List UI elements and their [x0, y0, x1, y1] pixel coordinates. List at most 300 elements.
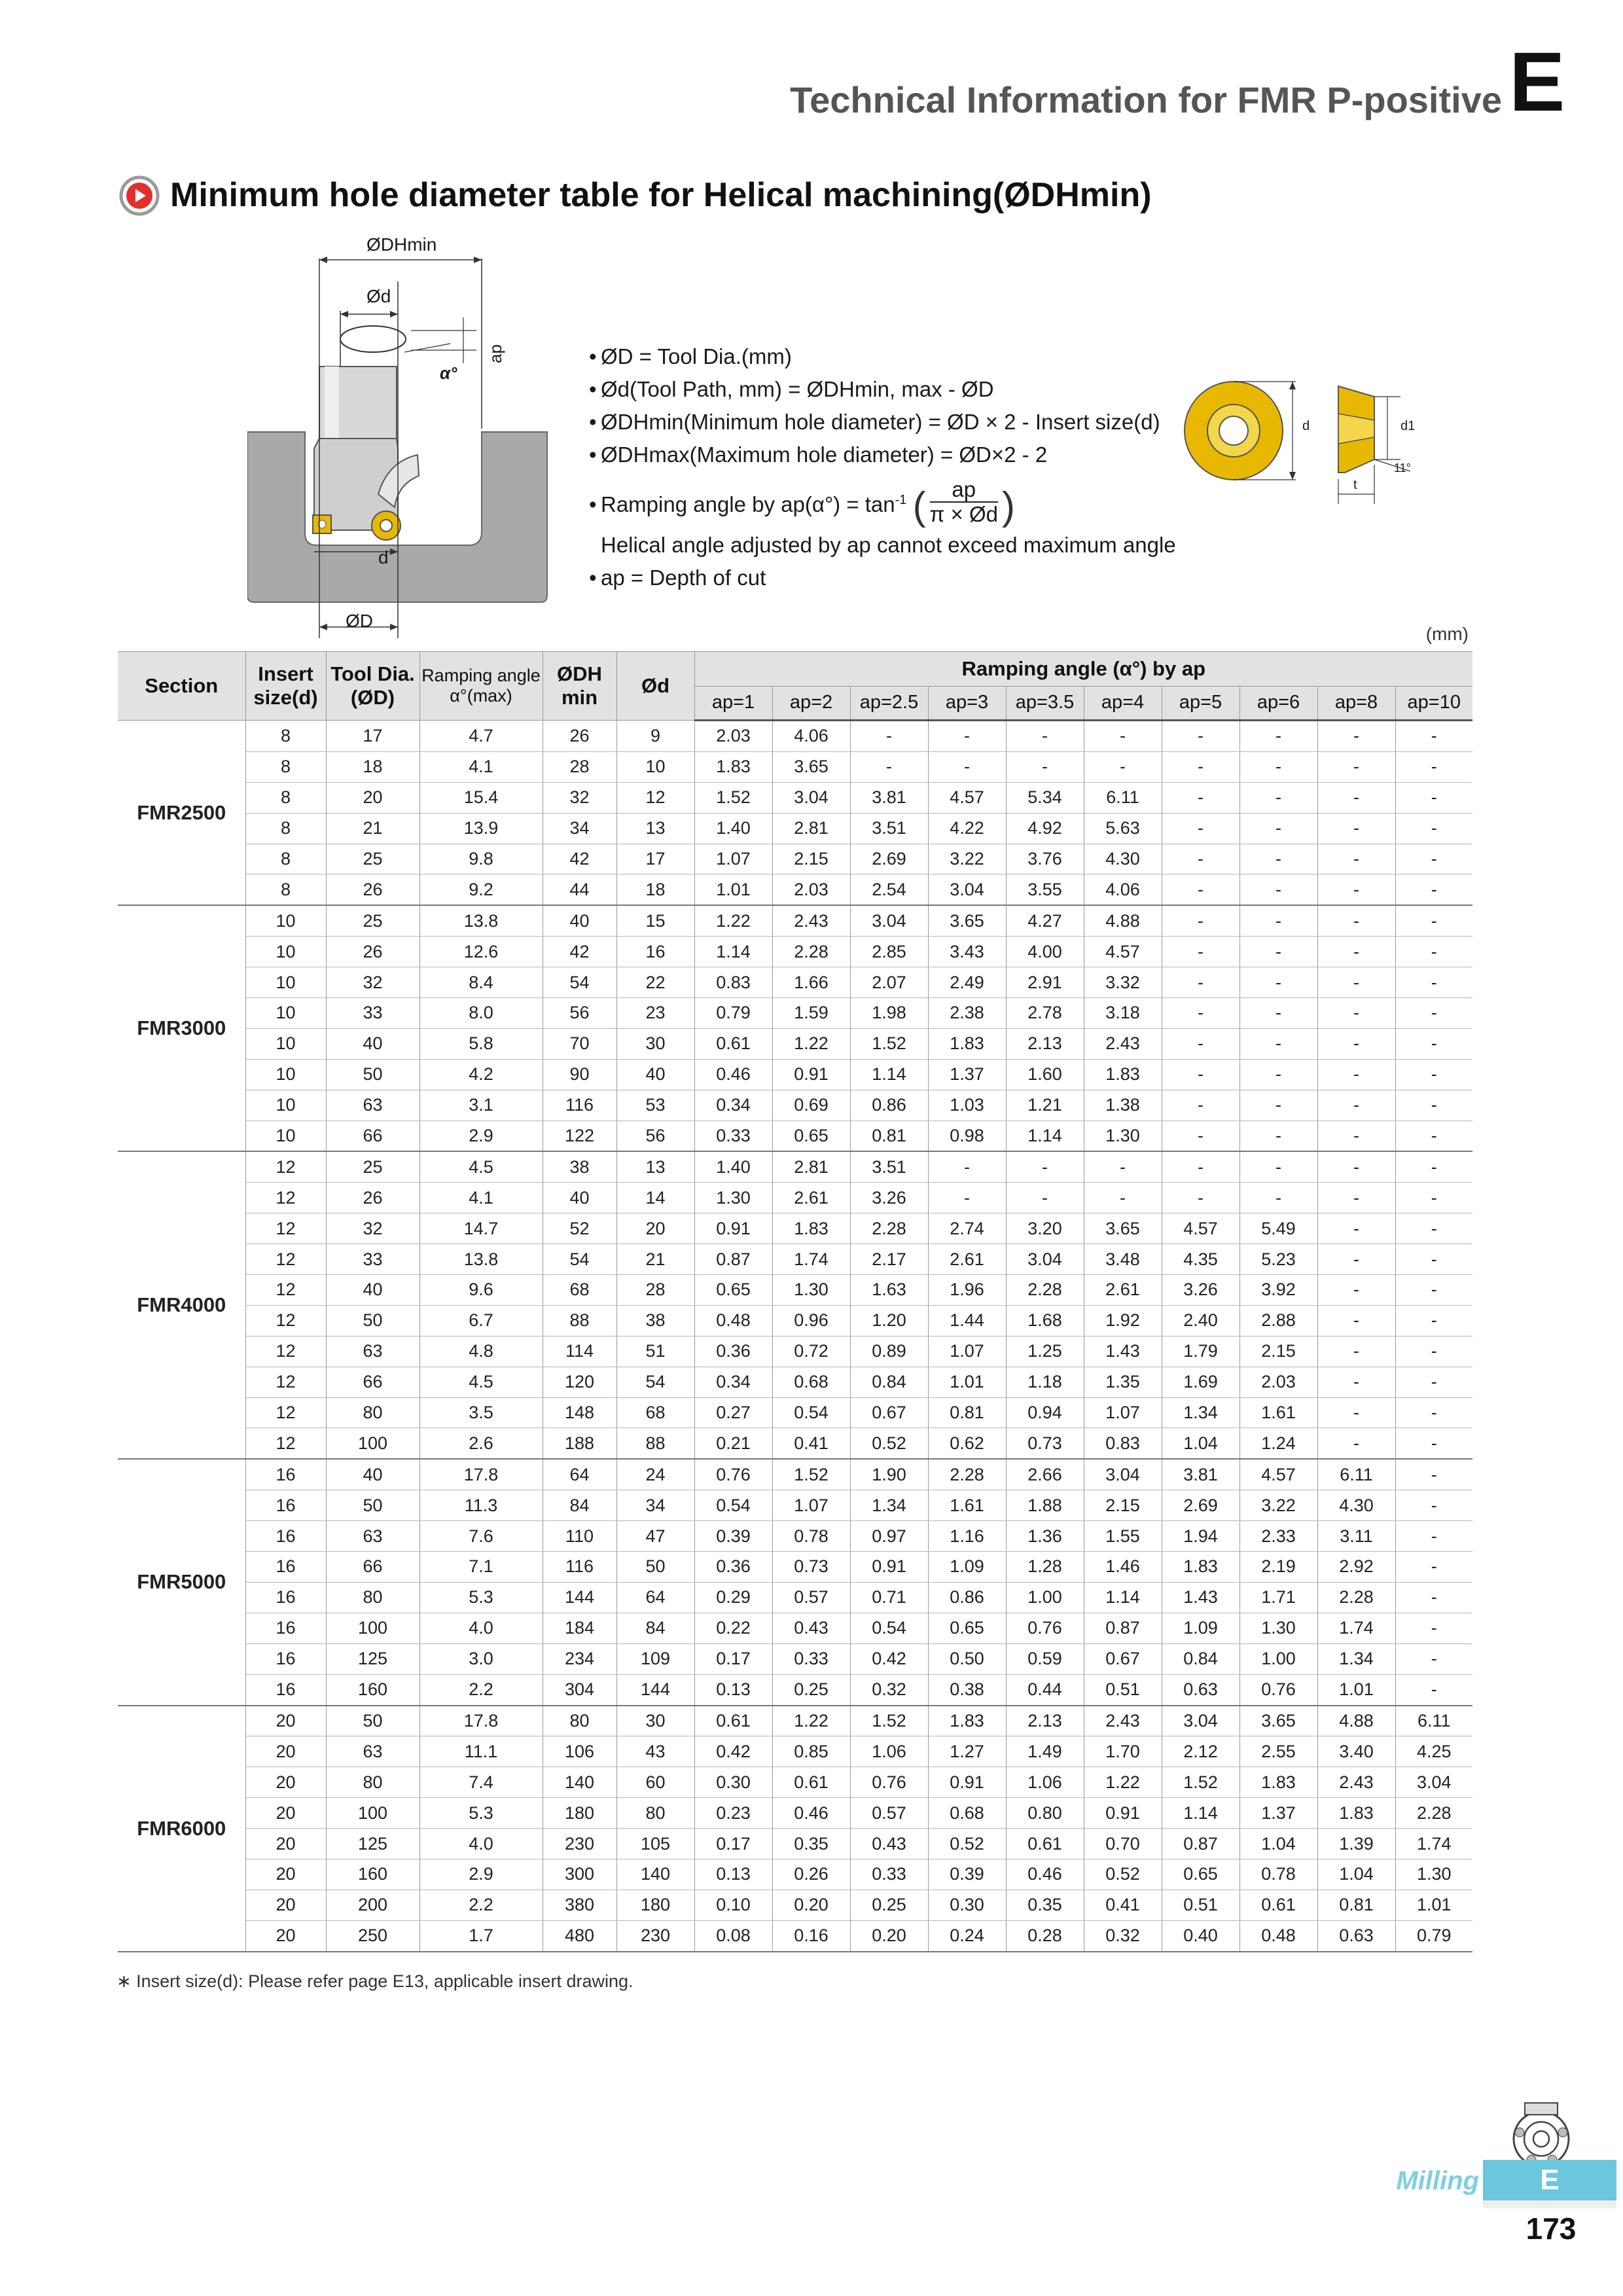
table-cell: 63: [326, 1521, 419, 1552]
table-row: [118, 1767, 1472, 1798]
table-cell: -: [1084, 1151, 1162, 1182]
table-row: [118, 1706, 1472, 1736]
table-cell: 2.9: [419, 1121, 543, 1151]
table-cell: -: [1240, 998, 1317, 1029]
table-row: [118, 1890, 1472, 1920]
table-cell: 1.83: [694, 751, 772, 782]
table-cell: 1.39: [1317, 1829, 1395, 1859]
formula-text: ap = Depth of cut: [601, 565, 766, 590]
table-cell: 17.8: [419, 1459, 543, 1490]
table-cell: 1.07: [694, 844, 772, 874]
table-cell: 0.17: [694, 1643, 772, 1674]
table-cell: 0.68: [928, 1798, 1006, 1829]
table-cell: 1.63: [850, 1275, 928, 1306]
table-cell: 0.76: [694, 1459, 772, 1490]
section-cell: FMR6000: [118, 1706, 245, 1952]
table-cell: 80: [543, 1706, 616, 1736]
header-ap-5: ap=3.5: [1006, 687, 1084, 721]
table-cell: 1.14: [1084, 1582, 1162, 1613]
table-cell: -: [1317, 1151, 1395, 1182]
table-row: [118, 874, 1472, 905]
formula-item-ramping: [589, 471, 1176, 529]
header-ap-4: ap=3: [928, 687, 1006, 721]
table-cell: 20: [245, 1859, 326, 1890]
table-cell: 2.61: [1084, 1275, 1162, 1306]
table-cell: 4.1: [419, 751, 543, 782]
table-cell: 17.8: [419, 1706, 543, 1736]
table-cell: -: [1395, 1059, 1472, 1090]
table-cell: 1.94: [1162, 1521, 1240, 1552]
table-cell: 1.34: [1317, 1643, 1395, 1674]
table-cell: -: [1240, 1059, 1317, 1090]
table-cell: 109: [616, 1643, 694, 1674]
table-row: [118, 1397, 1472, 1428]
table-row: [118, 1305, 1472, 1336]
table-cell: -: [928, 751, 1006, 782]
table-cell: 88: [543, 1305, 616, 1336]
table-cell: 144: [543, 1582, 616, 1613]
formula-text: Ød(Tool Path, mm) = ØDHmin, max - ØD: [601, 377, 994, 401]
table-cell: 12: [245, 1183, 326, 1213]
table-cell: 1.90: [850, 1459, 928, 1490]
table-cell: 2.07: [850, 967, 928, 998]
table-cell: -: [1162, 782, 1240, 813]
table-cell: 38: [616, 1305, 694, 1336]
table-cell: 0.61: [772, 1767, 850, 1798]
table-cell: 6.7: [419, 1305, 543, 1336]
table-cell: 3.20: [1006, 1213, 1084, 1244]
table-cell: -: [1240, 905, 1317, 936]
table-row: [118, 1213, 1472, 1244]
table-cell: 1.14: [850, 1059, 928, 1090]
footnote: ∗ Insert size(d): Please refer page E13, applicable insert drawing.: [116, 1971, 633, 1991]
footer-divider: [1483, 2200, 1616, 2208]
table-cell: 26: [326, 874, 419, 905]
table-cell: 1.00: [1006, 1582, 1084, 1613]
table-cell: 0.83: [694, 967, 772, 998]
table-cell: 0.91: [772, 1059, 850, 1090]
table-cell: 0.65: [928, 1613, 1006, 1643]
table-cell: 3.92: [1240, 1275, 1317, 1306]
table-cell: 80: [616, 1798, 694, 1829]
table-cell: 4.8: [419, 1336, 543, 1367]
table-cell: 1.98: [850, 998, 928, 1029]
table-cell: 1.07: [1084, 1397, 1162, 1428]
table-cell: 0.20: [850, 1920, 928, 1951]
table-cell: 12: [245, 1305, 326, 1336]
table-cell: 0.86: [928, 1582, 1006, 1613]
table-cell: -: [1317, 1213, 1395, 1244]
table-cell: 1.49: [1006, 1736, 1084, 1767]
insert-drawing: [1175, 373, 1450, 504]
table-cell: 23: [616, 998, 694, 1029]
table-cell: 0.26: [772, 1859, 850, 1890]
table-cell: -: [1240, 782, 1317, 813]
table-cell: 100: [326, 1798, 419, 1829]
table-cell: 2.81: [772, 1151, 850, 1182]
table-cell: 105: [616, 1829, 694, 1859]
bullet: •: [589, 565, 597, 590]
table-cell: 66: [326, 1367, 419, 1397]
table-cell: 3.65: [772, 751, 850, 782]
paren-close: ): [1001, 484, 1015, 528]
table-cell: 0.67: [1084, 1643, 1162, 1674]
table-cell: 70: [543, 1028, 616, 1059]
table-cell: 26: [326, 937, 419, 967]
table-cell: 33: [326, 998, 419, 1029]
table-cell: 1.14: [694, 937, 772, 967]
fraction-numerator: ap: [930, 478, 998, 503]
table-cell: 3.1: [419, 1090, 543, 1121]
table-cell: 180: [616, 1890, 694, 1920]
table-cell: 16: [245, 1490, 326, 1521]
formula-text: Ramping angle by ap(α°) = tan: [601, 492, 895, 516]
table-cell: 0.21: [694, 1428, 772, 1459]
table-row: [118, 1490, 1472, 1521]
table-cell: 0.30: [928, 1890, 1006, 1920]
table-cell: -: [1240, 1028, 1317, 1059]
table-cell: 1.55: [1084, 1521, 1162, 1552]
table-cell: 160: [326, 1674, 419, 1705]
header-insert-size: Insert size(d): [245, 652, 326, 721]
table-cell: 1.28: [1006, 1552, 1084, 1583]
table-cell: 0.68: [772, 1367, 850, 1397]
table-cell: 0.43: [772, 1613, 850, 1643]
table-cell: 2.28: [1317, 1582, 1395, 1613]
footer-section-tab[interactable]: E: [1483, 2160, 1616, 2200]
table-cell: 2.15: [1084, 1490, 1162, 1521]
table-row: [118, 1244, 1472, 1275]
table-cell: 1.37: [928, 1059, 1006, 1090]
table-cell: 100: [326, 1428, 419, 1459]
table-row: [118, 1121, 1472, 1151]
table-cell: 1.27: [928, 1736, 1006, 1767]
table-cell: 8.0: [419, 998, 543, 1029]
table-cell: -: [1395, 1552, 1472, 1583]
table-cell: 120: [543, 1367, 616, 1397]
table-cell: 8: [245, 782, 326, 813]
table-cell: 0.59: [1006, 1643, 1084, 1674]
table-cell: 3.81: [850, 782, 928, 813]
table-cell: 1.66: [772, 967, 850, 998]
table-row: [118, 721, 1472, 752]
table-cell: 56: [616, 1121, 694, 1151]
table-cell: 4.0: [419, 1829, 543, 1859]
table-cell: 3.32: [1084, 967, 1162, 998]
table-cell: -: [1395, 1397, 1472, 1428]
table-cell: -: [1162, 1183, 1240, 1213]
table-cell: 110: [543, 1521, 616, 1552]
bullet: •: [589, 492, 597, 516]
table-cell: 10: [245, 998, 326, 1029]
table-cell: 4.27: [1006, 905, 1084, 936]
table-cell: 16: [245, 1643, 326, 1674]
header-ap-6: ap=4: [1084, 687, 1162, 721]
table-cell: 0.28: [1006, 1920, 1084, 1951]
table-cell: 21: [326, 813, 419, 844]
table-cell: -: [1162, 937, 1240, 967]
table-cell: -: [1084, 721, 1162, 752]
table-cell: 4.92: [1006, 813, 1084, 844]
table-cell: -: [1395, 1582, 1472, 1613]
table-cell: 1.03: [928, 1090, 1006, 1121]
table-cell: 0.43: [850, 1829, 928, 1859]
table-cell: 13: [616, 1151, 694, 1182]
table-cell: 12: [245, 1151, 326, 1182]
table-cell: 0.87: [1084, 1613, 1162, 1643]
bullet: •: [589, 442, 597, 467]
table-cell: 0.23: [694, 1798, 772, 1829]
table-cell: 22: [616, 967, 694, 998]
formula-item: [589, 562, 1176, 594]
table-row: [118, 751, 1472, 782]
table-cell: -: [1395, 1428, 1472, 1459]
table-cell: 4.06: [1084, 874, 1162, 905]
table-cell: 47: [616, 1521, 694, 1552]
table-cell: -: [1006, 751, 1084, 782]
table-cell: 1.25: [1006, 1336, 1084, 1367]
header-ramping-by-ap: Ramping angle (α°) by ap: [694, 652, 1472, 687]
table-cell: 0.38: [928, 1674, 1006, 1705]
table-cell: 0.76: [1240, 1674, 1317, 1705]
table-cell: -: [1162, 1090, 1240, 1121]
table-cell: 17: [616, 844, 694, 874]
table-cell: 34: [543, 813, 616, 844]
table-cell: 8.4: [419, 967, 543, 998]
table-cell: 30: [616, 1028, 694, 1059]
table-cell: 0.54: [850, 1613, 928, 1643]
table-cell: 1.01: [694, 874, 772, 905]
table-cell: 0.65: [694, 1275, 772, 1306]
table-cell: 2.38: [928, 998, 1006, 1029]
table-cell: 0.63: [1317, 1920, 1395, 1951]
table-row: [118, 1090, 1472, 1121]
table-row: [118, 1920, 1472, 1951]
table-cell: 160: [326, 1859, 419, 1890]
table-cell: 43: [616, 1736, 694, 1767]
table-cell: 114: [543, 1336, 616, 1367]
table-cell: -: [1162, 1059, 1240, 1090]
table-cell: 1.52: [850, 1706, 928, 1736]
diagram-label-od: Ød: [366, 286, 391, 306]
table-cell: 0.33: [772, 1643, 850, 1674]
table-cell: 6.11: [1317, 1459, 1395, 1490]
table-cell: 1.74: [772, 1244, 850, 1275]
header-ap-2: ap=2: [772, 687, 850, 721]
formula-item: [589, 373, 1176, 406]
table-cell: 300: [543, 1859, 616, 1890]
table-cell: 0.44: [1006, 1674, 1084, 1705]
table-cell: 1.24: [1240, 1428, 1317, 1459]
table-cell: 0.17: [694, 1829, 772, 1859]
table-cell: -: [1317, 874, 1395, 905]
table-cell: -: [1395, 1459, 1472, 1490]
table-cell: 0.61: [1006, 1829, 1084, 1859]
table-cell: 1.83: [928, 1028, 1006, 1059]
table-row: [118, 998, 1472, 1029]
table-cell: 8: [245, 751, 326, 782]
table-cell: 1.01: [928, 1367, 1006, 1397]
fraction-denominator: π × Ød: [929, 502, 998, 527]
table-cell: 122: [543, 1121, 616, 1151]
table-cell: 0.76: [850, 1767, 928, 1798]
table-cell: -: [1006, 1183, 1084, 1213]
table-cell: 1.35: [1084, 1367, 1162, 1397]
table-cell: 0.36: [694, 1336, 772, 1367]
table-row: [118, 1028, 1472, 1059]
table-cell: 0.36: [694, 1552, 772, 1583]
table-cell: 10: [245, 1028, 326, 1059]
table-cell: -: [1317, 1397, 1395, 1428]
table-cell: 1.40: [694, 1151, 772, 1182]
table-cell: 1.22: [1084, 1767, 1162, 1798]
table-cell: 18: [326, 751, 419, 782]
table-row: [118, 967, 1472, 998]
table-cell: -: [1240, 751, 1317, 782]
table-cell: 20: [326, 782, 419, 813]
table-cell: 11.1: [419, 1736, 543, 1767]
table-cell: 2.43: [772, 905, 850, 936]
table-cell: 3.51: [850, 813, 928, 844]
table-cell: 60: [616, 1767, 694, 1798]
table-cell: 1.83: [1317, 1798, 1395, 1829]
table-cell: 0.39: [928, 1859, 1006, 1890]
table-cell: 9: [616, 721, 694, 752]
table-cell: 68: [543, 1275, 616, 1306]
table-cell: 1.18: [1006, 1367, 1084, 1397]
table-cell: -: [1317, 1090, 1395, 1121]
table-cell: 0.62: [928, 1428, 1006, 1459]
table-cell: -: [1395, 874, 1472, 905]
table-cell: 0.57: [850, 1798, 928, 1829]
table-cell: 0.71: [850, 1582, 928, 1613]
table-cell: 4.0: [419, 1613, 543, 1643]
table-cell: 2.81: [772, 813, 850, 844]
header-ap-10: ap=10: [1395, 687, 1472, 721]
diagram-label-d: d: [378, 547, 389, 567]
table-cell: 1.06: [1006, 1767, 1084, 1798]
table-cell: -: [1162, 751, 1240, 782]
table-cell: 2.78: [1006, 998, 1084, 1029]
table-cell: -: [1395, 1613, 1472, 1643]
header-section: Section: [118, 652, 245, 721]
table-cell: 1.01: [1395, 1890, 1472, 1920]
section-cell: FMR2500: [118, 721, 245, 906]
table-cell: 3.5: [419, 1397, 543, 1428]
table-cell: 2.69: [850, 844, 928, 874]
footer-category: Milling: [1396, 2166, 1479, 2195]
table-cell: -: [1317, 844, 1395, 874]
table-cell: 52: [543, 1213, 616, 1244]
table-cell: -: [928, 721, 1006, 752]
table-cell: 5.49: [1240, 1213, 1317, 1244]
table-cell: 1.43: [1084, 1336, 1162, 1367]
table-cell: 4.57: [1084, 937, 1162, 967]
table-cell: -: [1317, 1059, 1395, 1090]
table-cell: -: [1395, 1244, 1472, 1275]
table-cell: 3.22: [1240, 1490, 1317, 1521]
table-cell: 2.13: [1006, 1028, 1084, 1059]
table-cell: 20: [245, 1798, 326, 1829]
table-cell: 116: [543, 1090, 616, 1121]
table-cell: 2.69: [1162, 1490, 1240, 1521]
header-ap-8: ap=6: [1240, 687, 1317, 721]
table-cell: -: [1395, 1151, 1472, 1182]
table-row: [118, 1552, 1472, 1583]
table-cell: 1.14: [1162, 1798, 1240, 1829]
hole-diameter-table: [118, 651, 1472, 1952]
header-ap-3: ap=2.5: [850, 687, 928, 721]
table-cell: 1.04: [1240, 1829, 1317, 1859]
formula-item: [589, 406, 1176, 439]
formula-text: ØD = Tool Dia.(mm): [601, 344, 792, 368]
table-cell: 2.40: [1162, 1305, 1240, 1336]
table-cell: 1.00: [1240, 1643, 1317, 1674]
table-cell: 1.61: [928, 1490, 1006, 1521]
formula-item: [589, 340, 1176, 373]
table-cell: -: [1395, 967, 1472, 998]
table-cell: -: [1006, 721, 1084, 752]
table-cell: -: [1240, 1151, 1317, 1182]
header-tool-dia: Tool Dia. (ØD): [326, 652, 419, 721]
header-ap-9: ap=8: [1317, 687, 1395, 721]
table-cell: 2.28: [928, 1459, 1006, 1490]
table-cell: 1.04: [1162, 1428, 1240, 1459]
table-cell: 1.38: [1084, 1090, 1162, 1121]
table-cell: 0.50: [928, 1643, 1006, 1674]
table-cell: 64: [543, 1459, 616, 1490]
table-cell: 2.28: [850, 1213, 928, 1244]
play-arrow-icon: [119, 175, 160, 216]
table-cell: 4.30: [1317, 1490, 1395, 1521]
table-cell: 2.54: [850, 874, 928, 905]
table-cell: 13.8: [419, 905, 543, 936]
table-cell: 3.26: [850, 1183, 928, 1213]
table-cell: 42: [543, 844, 616, 874]
table-cell: 1.96: [928, 1275, 1006, 1306]
table-cell: 2.15: [772, 844, 850, 874]
table-cell: 2.28: [1006, 1275, 1084, 1306]
table-cell: 88: [616, 1428, 694, 1459]
table-cell: -: [1395, 1674, 1472, 1705]
table-cell: -: [1317, 905, 1395, 936]
table-cell: -: [1395, 721, 1472, 752]
table-cell: 3.55: [1006, 874, 1084, 905]
table-cell: 10: [245, 937, 326, 967]
table-cell: 0.52: [928, 1829, 1006, 1859]
table-cell: -: [1395, 1367, 1472, 1397]
table-cell: 0.35: [772, 1829, 850, 1859]
table-cell: 12: [616, 782, 694, 813]
table-cell: 3.51: [850, 1151, 928, 1182]
table-cell: 1.83: [1084, 1059, 1162, 1090]
table-cell: -: [1317, 782, 1395, 813]
table-cell: 25: [326, 1151, 419, 1182]
table-row: [118, 1151, 1472, 1182]
table-cell: 230: [543, 1829, 616, 1859]
table-cell: 0.33: [850, 1859, 928, 1890]
table-cell: -: [1317, 1428, 1395, 1459]
table-cell: -: [1162, 967, 1240, 998]
section-cell: FMR4000: [118, 1151, 245, 1459]
table-cell: 0.98: [928, 1121, 1006, 1151]
table-cell: 84: [616, 1613, 694, 1643]
table-cell: 100: [326, 1613, 419, 1643]
table-cell: 0.33: [694, 1121, 772, 1151]
table-cell: 116: [543, 1552, 616, 1583]
bullet: •: [589, 377, 597, 401]
table-cell: -: [1317, 1275, 1395, 1306]
